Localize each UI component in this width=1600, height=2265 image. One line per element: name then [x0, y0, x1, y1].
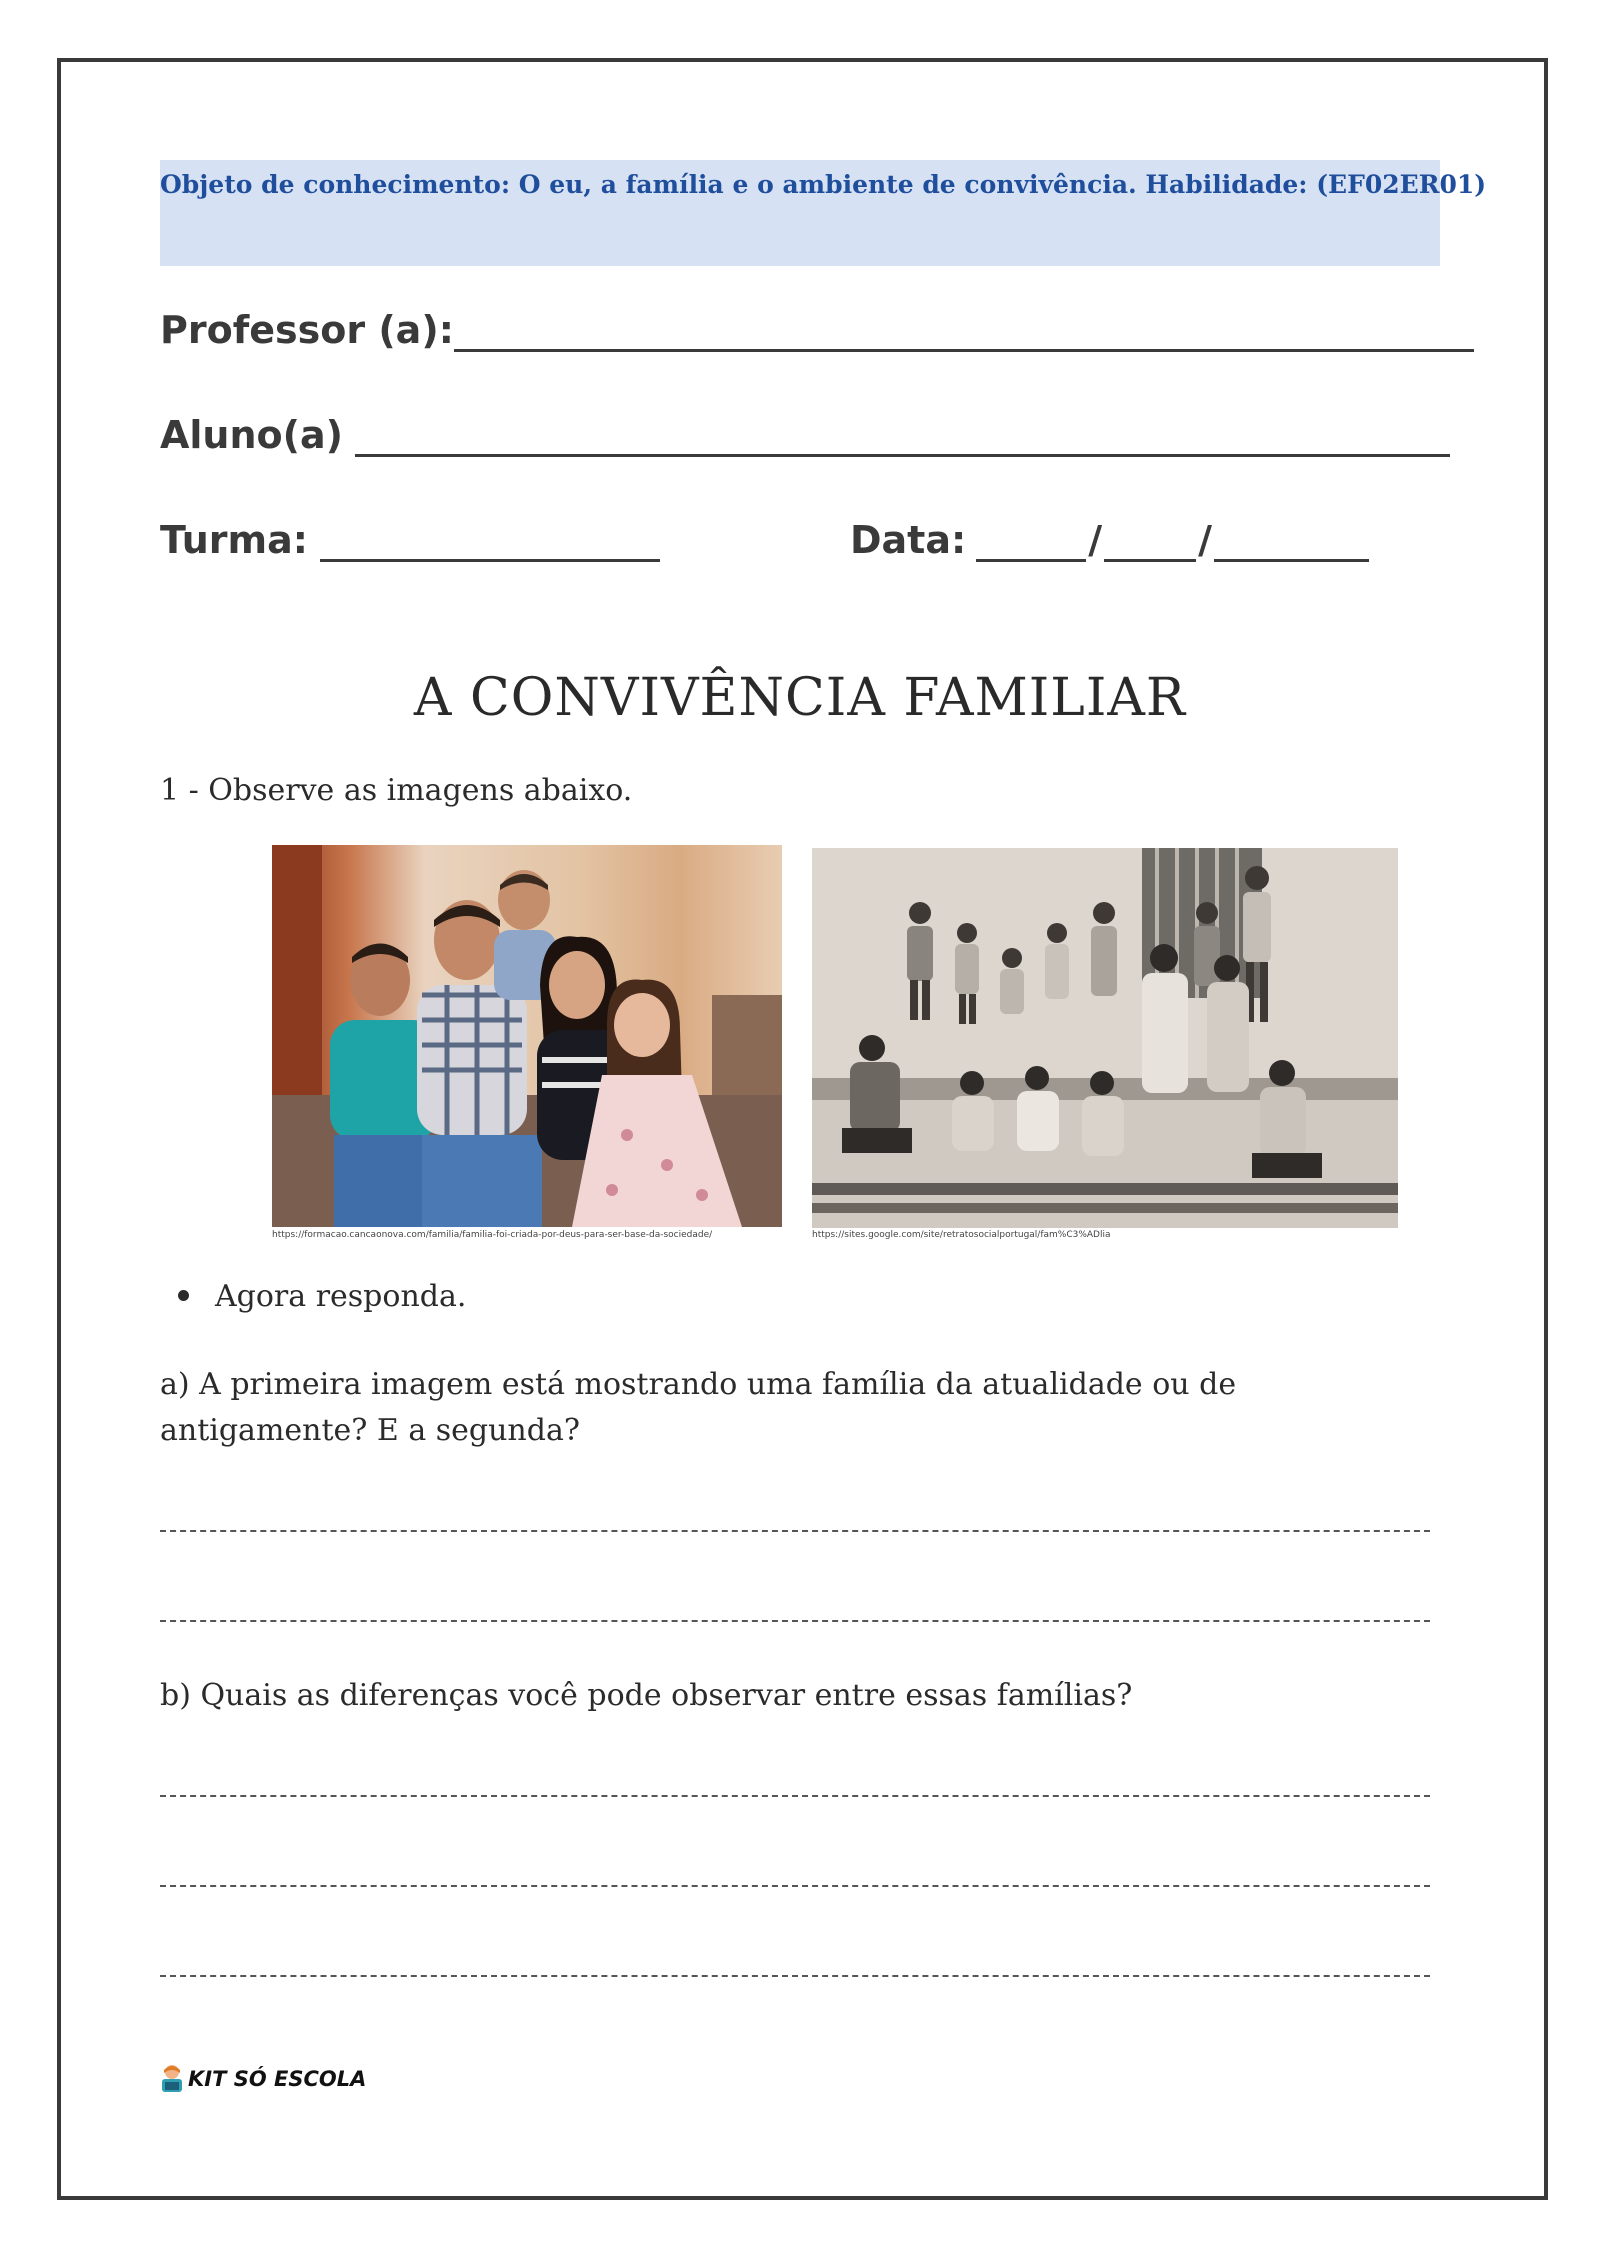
logo-text: KIT SÓ ESCOLA — [188, 2067, 367, 2091]
student-label: Aluno(a) — [160, 413, 344, 457]
student-field — [160, 413, 1450, 457]
date-separator-2: / — [1198, 518, 1212, 562]
date-year-line[interactable] — [1214, 525, 1369, 562]
page-title: A CONVIVÊNCIA FAMILIAR — [413, 668, 1187, 728]
class-field — [160, 518, 660, 562]
brand-logo — [160, 2064, 366, 2094]
old-family-photo — [812, 848, 1398, 1228]
teacher-field — [160, 308, 1474, 352]
answer-line-b-2[interactable] — [160, 1885, 1430, 1887]
answer-line-b-1[interactable] — [160, 1795, 1430, 1797]
old-family-illustration — [812, 848, 1398, 1228]
question-a-text: a) A primeira imagem está mostrando uma família da atualidade ou de antigamente? E a segunda? — [160, 1367, 1237, 1448]
answer-line-b-3[interactable] — [160, 1975, 1430, 1977]
old-photo-caption[interactable]: https://sites.google.com/site/retratosocialportugal/fam%C3%ADlia — [812, 1230, 1111, 1240]
answer-line-a-1[interactable] — [160, 1530, 1430, 1532]
class-label: Turma: — [160, 518, 308, 562]
bullet-instruction: Agora responda. — [215, 1279, 467, 1314]
date-month-line[interactable] — [1104, 525, 1196, 562]
modern-family-illustration — [272, 845, 782, 1227]
date-separator-1: / — [1088, 518, 1103, 562]
student-reading-icon — [160, 2064, 184, 2094]
date-field — [850, 518, 1369, 562]
question-b-text: b) Quais as diferenças você pode observar entre essas famílias? — [160, 1678, 1133, 1713]
date-label: Data: — [850, 518, 967, 562]
banner-text: Objeto de conhecimento: O eu, a família e o ambiente de convivência. Habilidade: (EF02ER01) — [160, 170, 1487, 199]
answer-line-a-2[interactable] — [160, 1620, 1430, 1622]
bullet-icon — [178, 1290, 189, 1301]
teacher-input-line[interactable] — [454, 315, 1474, 352]
class-input-line[interactable] — [320, 525, 660, 562]
modern-photo-caption[interactable]: https://formacao.cancaonova.com/familia/familia-foi-criada-por-deus-para-ser-base-da-sociedade/ — [272, 1230, 713, 1240]
date-day-line[interactable] — [976, 525, 1086, 562]
modern-family-photo — [272, 845, 782, 1227]
student-input-line[interactable] — [355, 420, 1450, 457]
question-1-prompt: 1 - Observe as imagens abaixo. — [160, 773, 633, 808]
teacher-label: Professor (a): — [160, 308, 454, 352]
knowledge-banner — [160, 160, 1487, 266]
